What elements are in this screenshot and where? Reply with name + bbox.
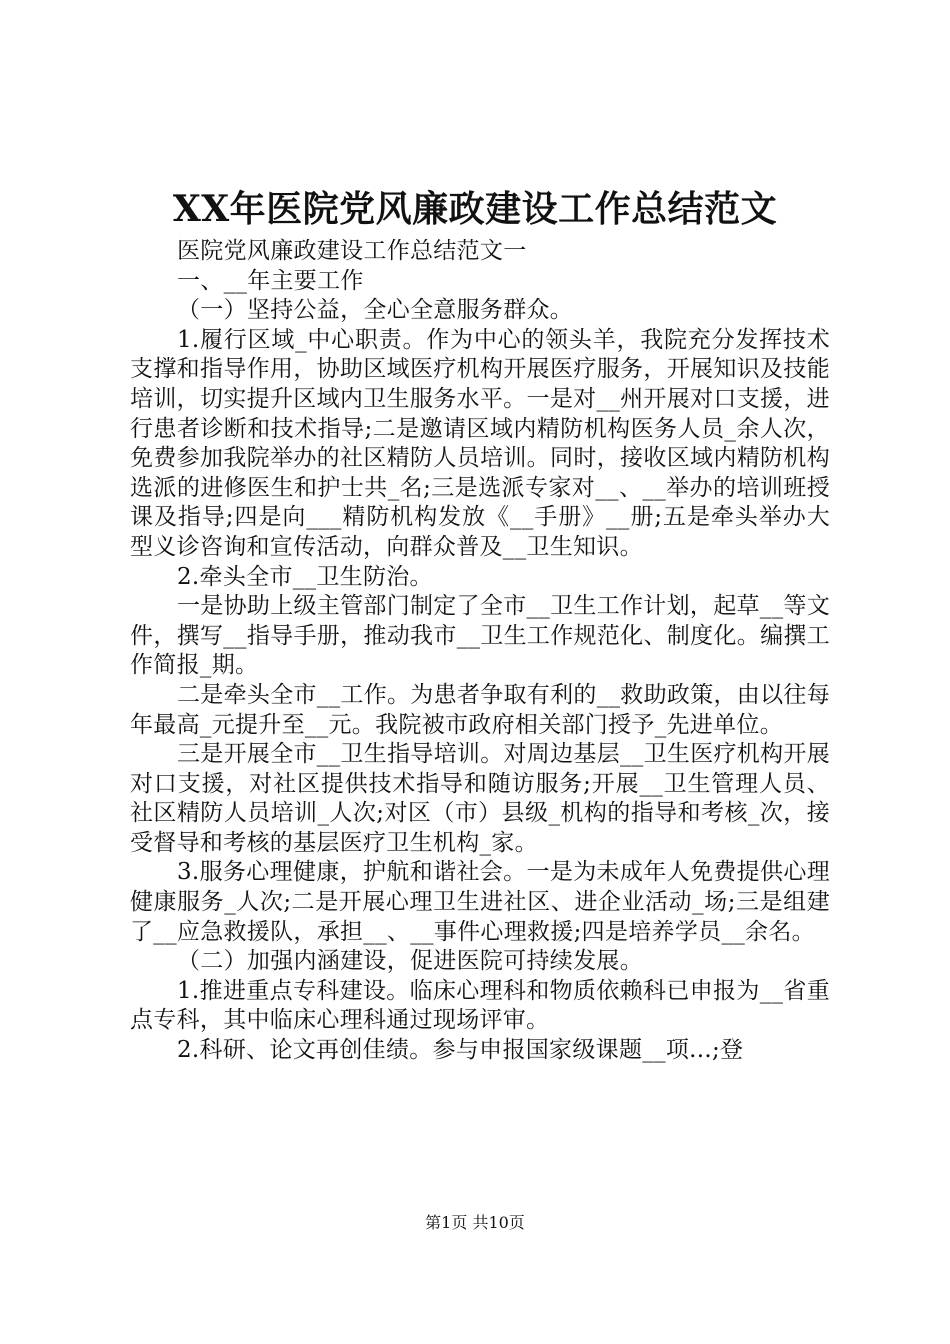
paragraph-subsection-2: （二）加强内涵建设，促进医院可持续发展。 (177, 948, 643, 975)
paragraph-section-heading: 一、__年主要工作 (177, 267, 364, 294)
paragraph-item-1: 1.履行区域_中心职责。作为中心的领头羊，我院充分发挥技术支撑和指导作用，协助区域医疗机构开展医疗服务，开展知识及技能培训，切实提升区域内卫生服务水平。一是对__州开展对口支援，进行患者诊断和技术指导;二是邀请区域内精防机构医务人员_余人次，免费参加我院举办的社区精防人员培训。同时，接收区域内精防机构选派的进修医生和护士共_名;三是选派专家对__、__举办的培训班授课及指导;四是向___精防机构发放《__手册》__册;五是牵头举办大型义诊咨询和宣传活动，向群众普及__卫生知识。 (130, 326, 830, 560)
paragraph-item-2-c: 三是开展全市__卫生指导培训。对周边基层__卫生医疗机构开展对口支援，对社区提供技术指导和随访服务;开展__卫生管理人员、社区精防人员培训_人次;对区（市）县级_机构的指导和考核_次，接受督导和考核的基层医疗卫生机构_家。 (130, 741, 830, 856)
paragraph-item-2: 2.牵头全市__卫生防治。 (177, 563, 433, 590)
paragraph-item-2-b: 二是牵头全市__工作。为患者争取有利的__救助政策，由以往每年最高_元提升至__元。我院被市政府相关部门授予_先进单位。 (130, 681, 830, 738)
paragraph-subtitle: 医院党风廉政建设工作总结范文一 (177, 238, 527, 264)
paragraph-subsection-1: （一）坚持公益，全心全意服务群众。 (177, 297, 574, 324)
document-title: XX年医院党风廉政建设工作总结范文 (172, 188, 778, 230)
paragraph-item-3: 3.服务心理健康，护航和谐社会。一是为未成年人免费提供心理健康服务_人次;二是开展心理卫生进社区、进企业活动_场;三是组建了__应急救援队，承担__、__事件心理救援;四是培养学员__余名。 (130, 859, 830, 945)
paragraph-item-2-2: 2.科研、论文再创佳绩。参与申报国家级课题__项...;登 (177, 1037, 744, 1064)
document-body (130, 237, 830, 1066)
page-footer: 第1页 共10页 (425, 1213, 525, 1232)
paragraph-item-2-a: 一是协助上级主管部门制定了全市__卫生工作计划，起草__等文件，撰写__指导手册，推动我市__卫生工作规范化、制度化。编撰工作简报_期。 (130, 593, 830, 679)
paragraph-item-2-1: 1.推进重点专科建设。临床心理科和物质依赖科已申报为__省重点专科，其中临床心理科通过现场评审。 (130, 977, 830, 1034)
